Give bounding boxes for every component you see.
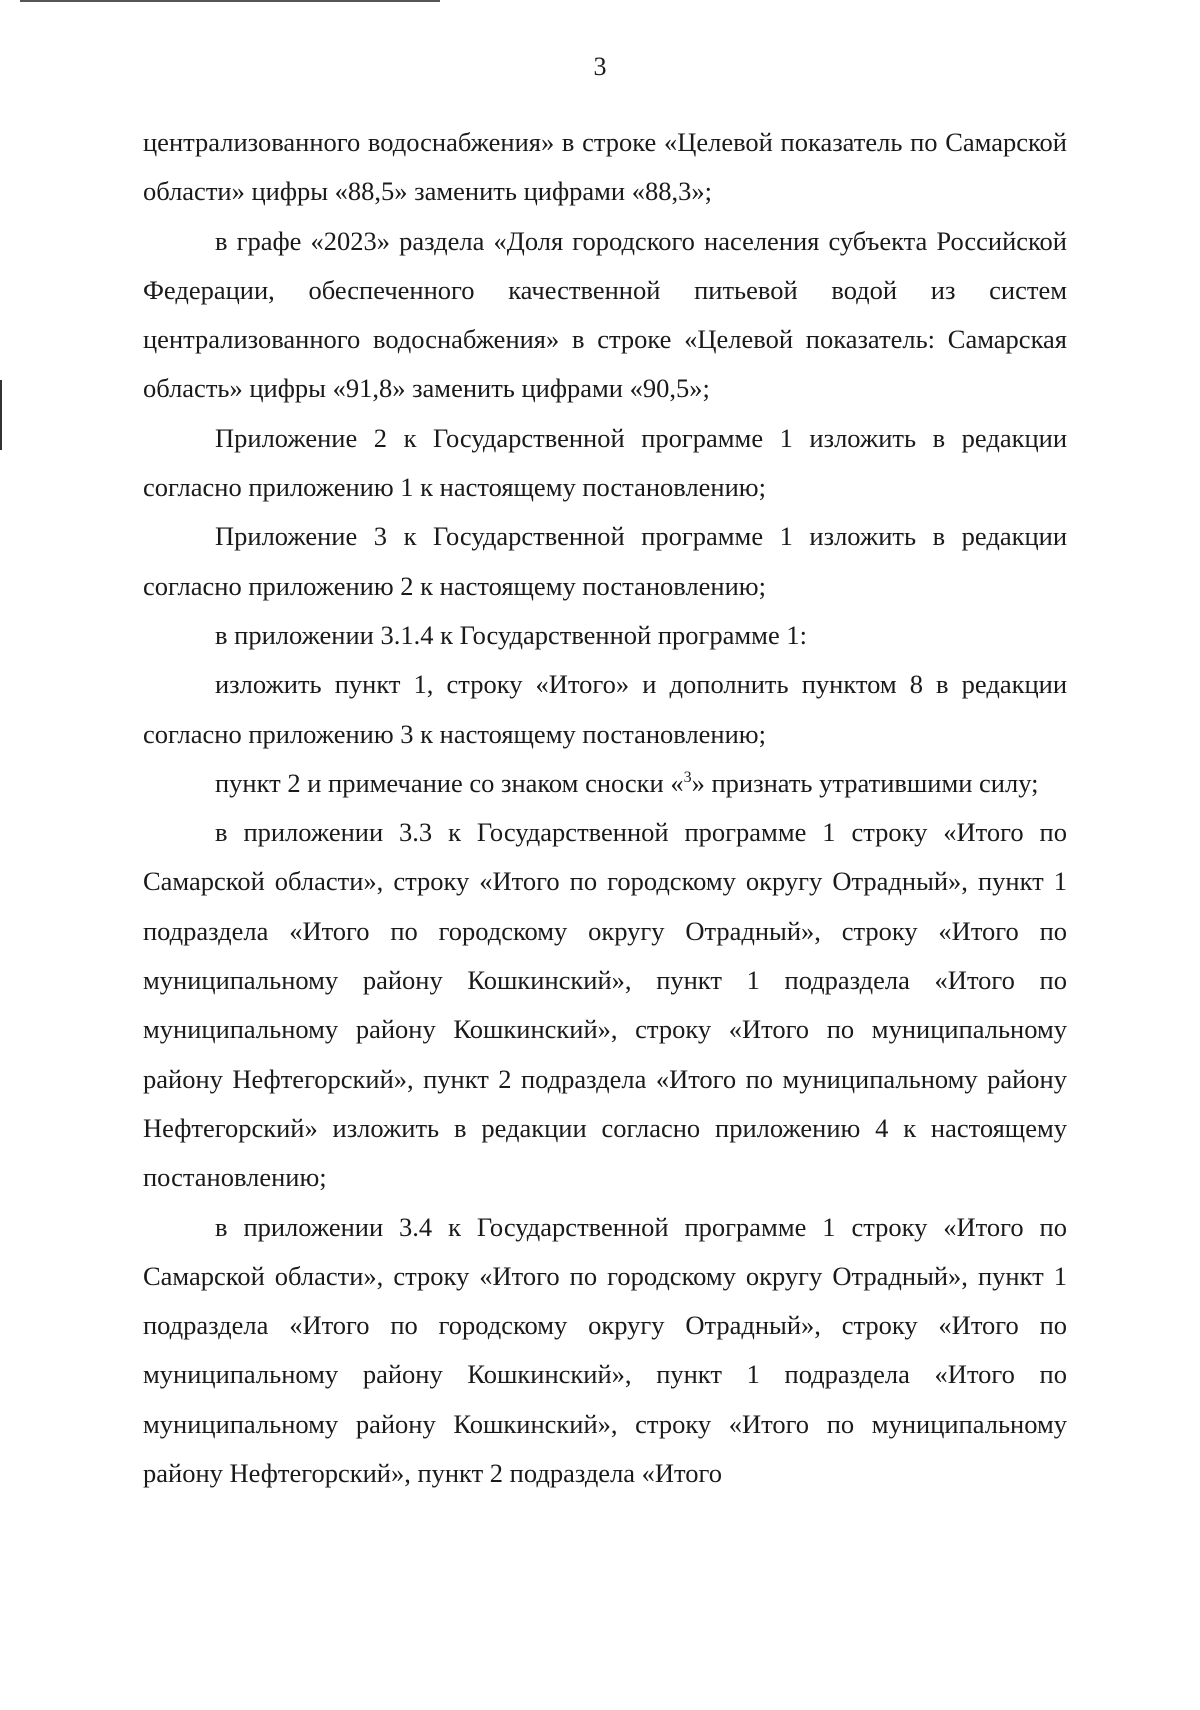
document-body <box>143 118 1067 1498</box>
paragraph-7-start: пункт 2 и примечание со знаком сноски « <box>215 767 684 798</box>
paragraph-5: в приложении 3.1.4 к Государственной программе 1: <box>215 619 807 650</box>
footnote-mark: 3 <box>683 769 692 787</box>
scan-left-edge <box>0 380 2 450</box>
paragraph-3: Приложение 2 к Государственной программе 1 изложить в редакции согласно приложению 1 к настоящему постановлению; <box>143 422 1067 503</box>
page-number: 3 <box>593 52 607 81</box>
paragraph-7 <box>143 759 1067 808</box>
paragraph-1: централизованного водоснабжения» в строке «Целевой показатель по Самарской области» цифры «88,5» заменить цифрами «88,3»; <box>143 127 1067 207</box>
paragraph-7-end: » признать утратившими силу; <box>691 767 1039 798</box>
paragraph-2: в графе «2023» раздела «Доля городского населения субъекта Российской Федерации, обеспеченного качественной питьевой водой из систем централизованного водоснабжения» в строке «Целевой показатель: Самарская область» цифры «91,8» заменить цифрами «90,5»; <box>143 225 1067 404</box>
paragraph-9: в приложении 3.4 к Государственной программе 1 строку «Итого по Самарской области», строку «Итого по городскому округу Отрадный», пункт 1 подраздела «Итого по городскому округу Отрадный», строку «Итого по муниципальному району Кошкинский», пункт 1 подраздела «Итого по муниципальному району Кошкинский», строку «Итого по муниципальному району Нефтегорский», пункт 2 подраздела «Итого <box>143 1211 1067 1489</box>
paragraph-6: изложить пункт 1, строку «Итого» и дополнить пунктом 8 в редакции согласно приложению 3 к настоящему постановлению; <box>143 669 1067 749</box>
paragraph-8: в приложении 3.3 к Государственной программе 1 строку «Итого по Самарской области», строку «Итого по городскому округу Отрадный», пункт 1 подраздела «Итого по городскому округу Отрадный», строку «Итого по муниципальному району Кошкинский», пункт 1 подраздела «Итого по муниципальному району Кошкинский», строку «Итого по муниципальному району Нефтегорский», пункт 2 подраздела «Итого по муниципальному району Нефтегорский» изложить в редакции согласно приложению 4 к настоящему постановлению; <box>143 817 1067 1193</box>
scan-top-edge <box>20 0 440 2</box>
paragraph-4: Приложение 3 к Государственной программе 1 изложить в редакции согласно приложению 2 к настоящему постановлению; <box>143 521 1067 601</box>
